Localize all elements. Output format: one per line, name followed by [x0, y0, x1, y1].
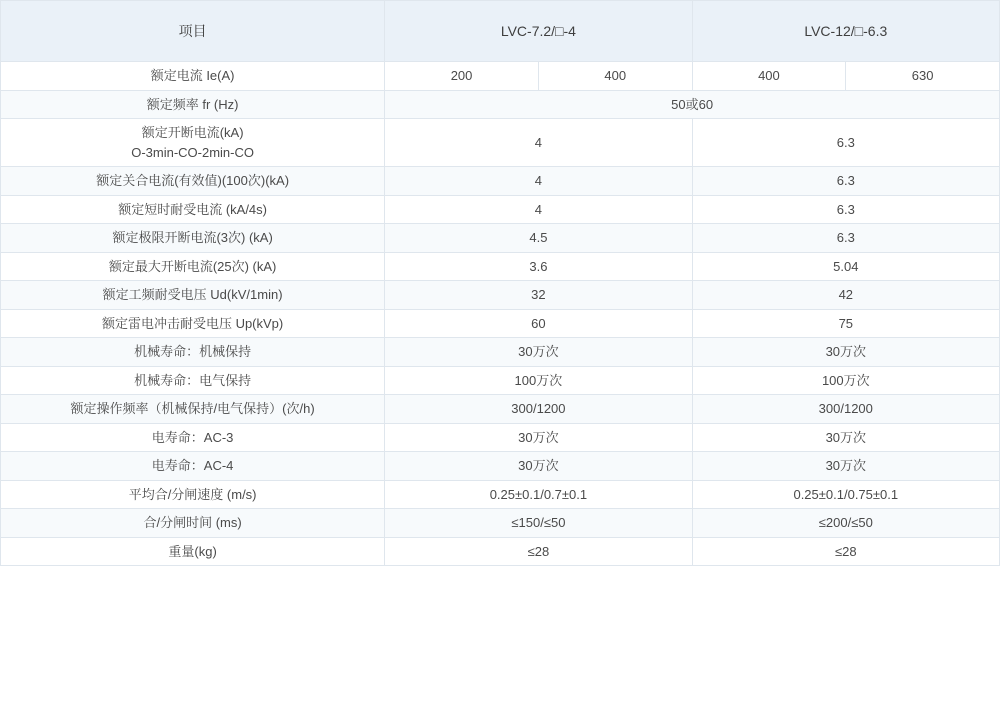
- row-label: 重量(kg): [1, 537, 385, 566]
- row-value: ≤28: [385, 537, 692, 566]
- row-value: 30万次: [385, 452, 692, 481]
- table-row: [1, 224, 1000, 253]
- table-row: [1, 309, 1000, 338]
- table-row: [1, 281, 1000, 310]
- row-value: 400: [538, 62, 692, 91]
- header-item: 项目: [1, 1, 385, 62]
- row-label: 额定操作频率（机械保持/电气保持）(次/h): [1, 395, 385, 424]
- table-row: [1, 537, 1000, 566]
- row-value: 5.04: [692, 252, 999, 281]
- table-row: [1, 480, 1000, 509]
- row-value: 6.3: [692, 167, 999, 196]
- row-label: [1, 119, 385, 167]
- row-value: 4: [385, 167, 692, 196]
- row-value: 42: [692, 281, 999, 310]
- row-label: 平均合/分闸速度 (m/s): [1, 480, 385, 509]
- row-label: 机械寿命：机械保持: [1, 338, 385, 367]
- row-value: 6.3: [692, 224, 999, 253]
- table-row: [1, 119, 1000, 167]
- row-value: 30万次: [385, 423, 692, 452]
- row-label-line1: 额定开断电流(kA): [141, 125, 244, 140]
- row-value: 30万次: [385, 338, 692, 367]
- table-row: [1, 366, 1000, 395]
- row-value: 6.3: [692, 119, 999, 167]
- row-value: 300/1200: [385, 395, 692, 424]
- row-value: 4: [385, 195, 692, 224]
- row-value: ≤200/≤50: [692, 509, 999, 538]
- row-value: 0.25±0.1/0.75±0.1: [692, 480, 999, 509]
- row-label: 电寿命：AC-4: [1, 452, 385, 481]
- table-row: [1, 452, 1000, 481]
- row-value: ≤150/≤50: [385, 509, 692, 538]
- row-label: 额定雷电冲击耐受电压 Up(kVp): [1, 309, 385, 338]
- header-model-1: LVC-7.2/□-4: [385, 1, 692, 62]
- row-value: 4.5: [385, 224, 692, 253]
- table-header-row: [1, 1, 1000, 62]
- row-value: 4: [385, 119, 692, 167]
- table-row: [1, 395, 1000, 424]
- row-value: 3.6: [385, 252, 692, 281]
- row-value: 630: [846, 62, 1000, 91]
- row-value: 75: [692, 309, 999, 338]
- row-value: 0.25±0.1/0.7±0.1: [385, 480, 692, 509]
- table-row: [1, 252, 1000, 281]
- row-value: 200: [385, 62, 539, 91]
- row-label: 额定关合电流(有效值)(100次)(kA): [1, 167, 385, 196]
- row-label: 额定最大开断电流(25次) (kA): [1, 252, 385, 281]
- table-row: [1, 195, 1000, 224]
- row-value: 60: [385, 309, 692, 338]
- row-value: 300/1200: [692, 395, 999, 424]
- table-row: [1, 167, 1000, 196]
- row-value: 400: [692, 62, 846, 91]
- row-label: 额定极限开断电流(3次) (kA): [1, 224, 385, 253]
- row-value: ≤28: [692, 537, 999, 566]
- table-row: [1, 423, 1000, 452]
- row-label: 额定短时耐受电流 (kA/4s): [1, 195, 385, 224]
- row-label: 合/分闸时间 (ms): [1, 509, 385, 538]
- table-row: [1, 509, 1000, 538]
- row-label: 机械寿命：电气保持: [1, 366, 385, 395]
- row-value: 30万次: [692, 338, 999, 367]
- header-model-2: LVC-12/□-6.3: [692, 1, 999, 62]
- table-row: [1, 90, 1000, 119]
- row-value: 30万次: [692, 423, 999, 452]
- row-value: 100万次: [385, 366, 692, 395]
- row-label: 电寿命：AC-3: [1, 423, 385, 452]
- table-row: [1, 338, 1000, 367]
- row-value: 100万次: [692, 366, 999, 395]
- table-body: [1, 62, 1000, 566]
- row-value: 32: [385, 281, 692, 310]
- row-label-line2: O-3min-CO-2min-CO: [131, 144, 254, 160]
- row-value: 6.3: [692, 195, 999, 224]
- table-row: [1, 62, 1000, 91]
- row-label: 额定频率 fr (Hz): [1, 90, 385, 119]
- row-value: 50或60: [385, 90, 1000, 119]
- row-value: 30万次: [692, 452, 999, 481]
- row-label: 额定电流 Ie(A): [1, 62, 385, 91]
- row-label: 额定工频耐受电压 Ud(kV/1min): [1, 281, 385, 310]
